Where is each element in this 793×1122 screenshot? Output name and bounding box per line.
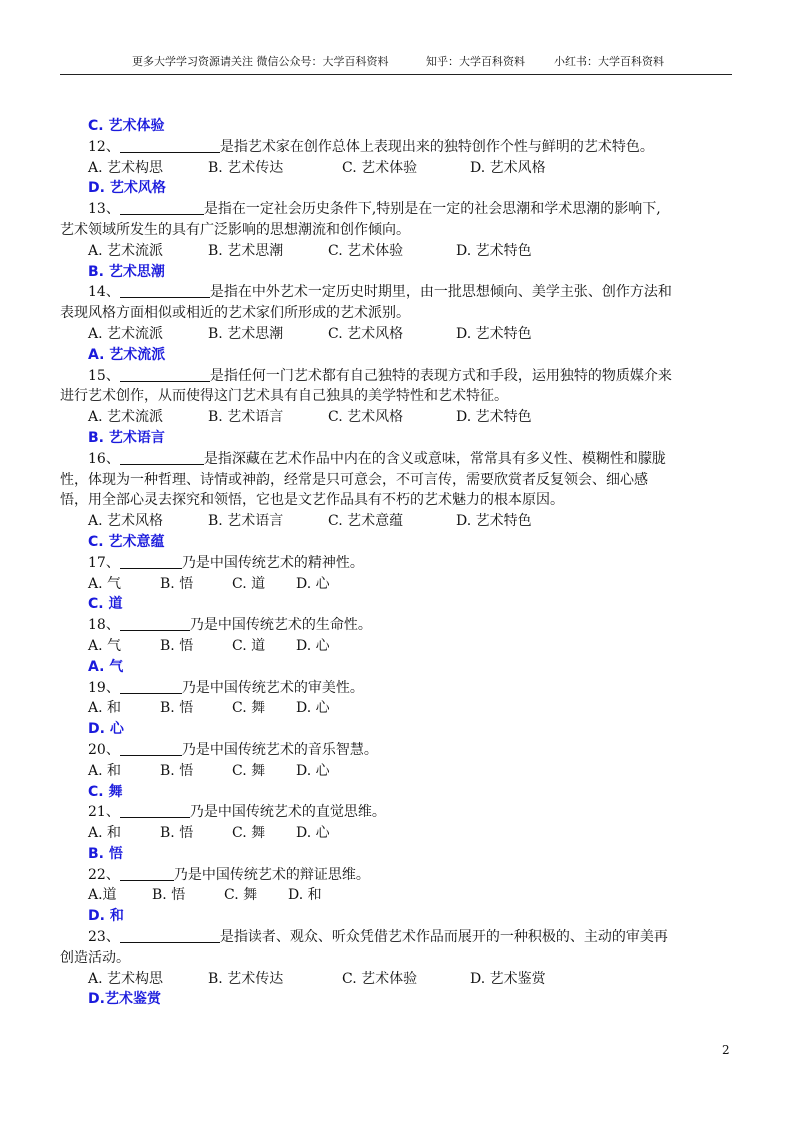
option-d: D. 心 <box>296 700 330 717</box>
option-a: A. 和 <box>88 825 122 842</box>
question-16-continued-2: 悟，用全部心灵去探究和领悟，它也是文艺作品具有不朽的艺术魅力的根本原因。 <box>60 492 564 509</box>
answer-20: C. 舞 <box>88 783 123 800</box>
question-18 <box>88 615 736 636</box>
question-text: 乃是中国传统艺术的直觉思维。 <box>189 804 386 821</box>
answer-22: D. 和 <box>88 908 124 925</box>
option-b: B. 艺术语言 <box>208 513 284 530</box>
option-d: D. 艺术特色 <box>456 513 532 530</box>
fill-blank <box>120 367 210 382</box>
option-d: D. 和 <box>288 887 322 904</box>
answer-14: A. 艺术流派 <box>88 346 166 363</box>
answer-19: D. 心 <box>88 721 124 738</box>
question-14-continued: 表现风格方面相似或相近的艺术家们所形成的艺术派别。 <box>60 305 410 322</box>
question-text: 是指艺术家在创作总体上表现出来的独特创作个性与鲜明的艺术特色。 <box>219 138 654 155</box>
answer-23: D.艺术鉴赏 <box>88 991 161 1008</box>
question-number: 13、 <box>88 201 120 218</box>
option-a: A.道 <box>88 887 117 904</box>
question-text: 乃是中国传统艺术的生命性。 <box>189 617 372 634</box>
question-21 <box>88 802 736 823</box>
option-c: C. 道 <box>232 637 266 654</box>
option-c: C. 道 <box>232 575 266 592</box>
option-d: D. 艺术风格 <box>470 159 546 176</box>
question-23-continued: 创造活动。 <box>60 949 130 966</box>
question-number: 18、 <box>88 617 120 634</box>
option-d: D. 艺术特色 <box>456 242 532 259</box>
question-number: 16、 <box>88 450 120 467</box>
question-number: 15、 <box>88 367 120 384</box>
answer-18: A. 气 <box>88 658 124 675</box>
options-12 <box>88 158 736 179</box>
option-c: C. 艺术体验 <box>342 159 418 176</box>
options-19 <box>88 698 736 719</box>
answer-16: C. 艺术意蕴 <box>88 533 165 550</box>
question-22 <box>88 865 736 886</box>
fill-blank <box>120 200 204 215</box>
question-19 <box>88 678 736 699</box>
options-17 <box>88 574 736 595</box>
options-15 <box>88 407 736 428</box>
question-number: 19、 <box>88 679 120 696</box>
fill-blank <box>120 616 190 631</box>
option-a: A. 气 <box>88 575 122 592</box>
question-text: 是指深藏在艺术作品中内在的含义或意味，常常具有多义性、模糊性和朦胧 <box>203 450 666 467</box>
option-b: B. 悟 <box>160 825 194 842</box>
question-13 <box>88 199 736 220</box>
option-c: C. 艺术体验 <box>328 242 404 259</box>
option-a: A. 艺术流派 <box>88 325 164 342</box>
option-a: A. 艺术流派 <box>88 242 164 259</box>
header-zhihu: 知乎：大学百科资料 <box>426 55 525 68</box>
option-c: C. 舞 <box>232 700 266 717</box>
option-c: C. 舞 <box>232 825 266 842</box>
option-d: D. 心 <box>296 825 330 842</box>
question-text: 是指在中外艺术一定历史时期里，由一批思想倾向、美学主张、创作方法和 <box>209 284 672 301</box>
question-text: 是指任何一门艺术都有自己独特的表现方式和手段，运用独特的物质媒介来 <box>209 367 672 384</box>
option-b: B. 悟 <box>160 762 194 779</box>
answer-21: B. 悟 <box>88 845 123 862</box>
option-a: A. 艺术构思 <box>88 970 164 987</box>
fill-blank <box>120 803 190 818</box>
question-text: 乃是中国传统艺术的审美性。 <box>181 679 364 696</box>
question-number: 17、 <box>88 554 120 571</box>
option-c: C. 艺术风格 <box>328 325 404 342</box>
fill-blank <box>120 283 210 298</box>
page-header <box>60 50 732 75</box>
question-text: 是指读者、观众、听众凭借艺术作品而展开的一种积极的、主动的审美再 <box>219 929 668 946</box>
option-a: A. 艺术构思 <box>88 159 164 176</box>
question-number: 14、 <box>88 284 120 301</box>
option-d: D. 艺术特色 <box>456 409 532 426</box>
option-c: C. 舞 <box>224 887 258 904</box>
option-a: A. 艺术流派 <box>88 409 164 426</box>
option-d: D. 心 <box>296 637 330 654</box>
options-16 <box>88 511 736 532</box>
question-16-continued-1: 性，体现为一种哲理、诗情或神韵，经常是只可意会，不可言传，需要欣赏者反复领会、细心感 <box>60 471 648 488</box>
option-a: A. 和 <box>88 700 122 717</box>
answer-15: B. 艺术语言 <box>88 429 165 446</box>
answer-13: B. 艺术思潮 <box>88 263 165 280</box>
option-b: B. 悟 <box>160 637 194 654</box>
header-xiaohongshu: 小红书：大学百科资料 <box>554 55 664 68</box>
question-15-continued: 进行艺术创作，从而使得这门艺术具有自己独具的美学特性和艺术特征。 <box>60 388 508 405</box>
option-b: B. 悟 <box>160 700 194 717</box>
option-d: D. 艺术特色 <box>456 325 532 342</box>
option-a: A. 艺术风格 <box>88 513 164 530</box>
options-18 <box>88 636 736 657</box>
fill-blank <box>120 138 220 153</box>
question-number: 21、 <box>88 804 120 821</box>
options-23 <box>88 969 736 990</box>
option-b: B. 艺术思潮 <box>208 325 284 342</box>
fill-blank <box>120 450 204 465</box>
question-number: 23、 <box>88 929 120 946</box>
option-a: A. 气 <box>88 637 122 654</box>
question-number: 22、 <box>88 866 120 883</box>
question-13-continued: 艺术领域所发生的具有广泛影响的思想潮流和创作倾向。 <box>60 221 410 238</box>
question-23 <box>88 927 736 948</box>
option-b: B. 悟 <box>152 887 186 904</box>
fill-blank <box>120 866 174 881</box>
question-14 <box>88 282 736 303</box>
option-b: B. 艺术传达 <box>208 159 284 176</box>
options-13 <box>88 241 736 262</box>
question-number: 20、 <box>88 741 120 758</box>
fill-blank <box>120 679 182 694</box>
question-20 <box>88 740 736 761</box>
option-d: D. 艺术鉴赏 <box>470 970 546 987</box>
fill-blank <box>120 741 182 756</box>
option-b: B. 艺术思潮 <box>208 242 284 259</box>
question-12 <box>88 137 736 158</box>
question-16 <box>88 449 736 470</box>
question-17 <box>88 553 736 574</box>
options-21 <box>88 823 736 844</box>
header-wechat: 更多大学学习资源请关注 微信公众号：大学百科资料 <box>132 55 389 68</box>
fill-blank <box>120 554 182 569</box>
page-number: 2 <box>722 1043 730 1057</box>
answer-12: D. 艺术风格 <box>88 180 166 197</box>
option-c: C. 舞 <box>232 762 266 779</box>
option-d: D. 心 <box>296 762 330 779</box>
question-list <box>60 116 736 1010</box>
option-b: B. 艺术传达 <box>208 970 284 987</box>
question-text: 是指在一定社会历史条件下,特别是在一定的社会思潮和学术思潮的影响下, <box>203 201 661 218</box>
option-d: D. 心 <box>296 575 330 592</box>
question-text: 乃是中国传统艺术的精神性。 <box>181 554 364 571</box>
option-b: B. 悟 <box>160 575 194 592</box>
option-c: C. 艺术意蕴 <box>328 513 404 530</box>
options-22 <box>88 885 736 906</box>
question-text: 乃是中国传统艺术的辩证思维。 <box>173 866 370 883</box>
option-c: C. 艺术风格 <box>328 409 404 426</box>
answer-11: C. 艺术体验 <box>88 118 165 134</box>
option-b: B. 艺术语言 <box>208 409 284 426</box>
answer-17: C. 道 <box>88 596 123 613</box>
option-a: A. 和 <box>88 762 122 779</box>
question-text: 乃是中国传统艺术的音乐智慧。 <box>181 741 378 758</box>
options-14 <box>88 324 736 345</box>
option-c: C. 艺术体验 <box>342 970 418 987</box>
fill-blank <box>120 928 220 943</box>
question-number: 12、 <box>88 138 120 155</box>
question-15 <box>88 366 736 387</box>
options-20 <box>88 761 736 782</box>
